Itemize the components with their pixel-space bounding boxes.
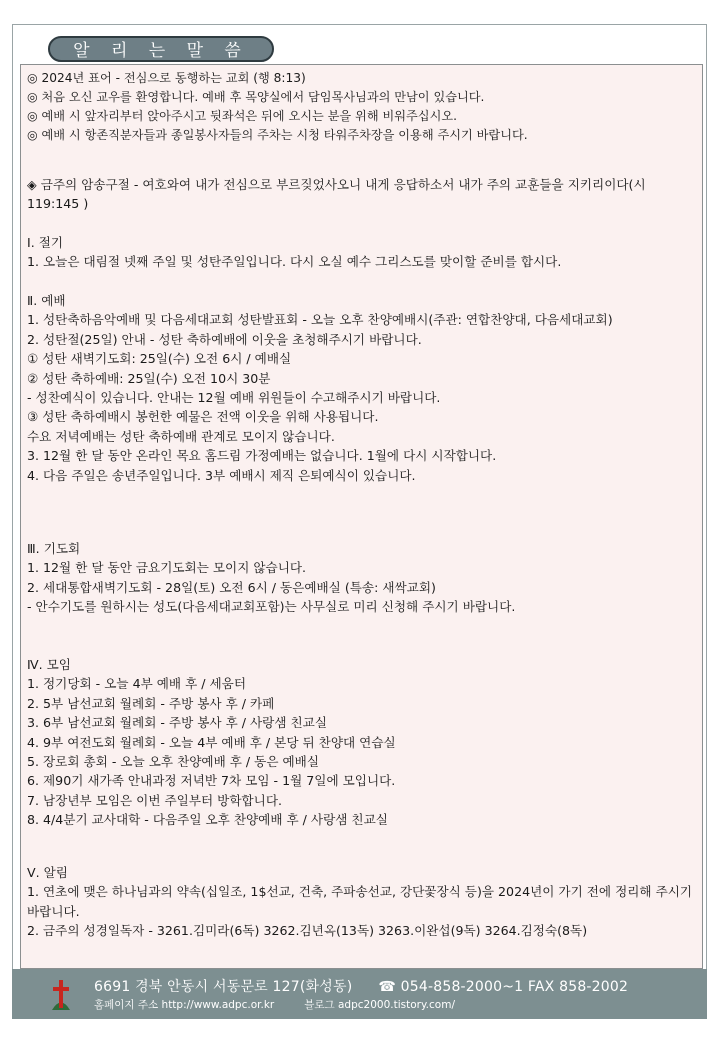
section-item: - 성찬예식이 있습니다. 안내는 12월 예배 위원들이 수고해주시기 바랍니다. [27, 390, 441, 406]
section-item: 2. 성탄절(25일) 안내 - 성탄 축하예배에 이웃을 초청해주시기 바랍니다. [27, 331, 422, 347]
announcements-box [20, 64, 703, 969]
church-logo-icon [48, 977, 74, 1011]
section-item: 1. 오늘은 대림절 넷째 주일 및 성탄주일입니다. 다시 오실 예수 그리스도를 맞이할 준비를 합시다. [27, 254, 562, 270]
section-seasons [27, 233, 696, 272]
section-item: 2. 5부 남선교회 월례회 - 주방 봉사 후 / 카페 [27, 695, 275, 711]
address: 6691 경북 안동시 서동문로 127(화성동) [94, 979, 353, 995]
section-item: 1. 정기당회 - 오늘 4부 예배 후 / 세움터 [27, 676, 246, 692]
section-meetings [27, 655, 696, 830]
section-item: ② 성탄 축하예배: 25일(수) 오전 10시 30분 [27, 370, 271, 386]
section-item: 수요 저녁예배는 성탄 축하예배 관계로 모이지 않습니다. [27, 428, 335, 444]
section-prayer [27, 539, 696, 617]
blog-link[interactable]: 블로그 adpc2000.tistory.com/ [304, 999, 455, 1011]
section-item: 8. 4/4분기 교사대학 - 다음주일 오후 찬양예배 후 / 사랑샘 친교실 [27, 812, 388, 828]
web-line [94, 997, 485, 1012]
section-item: ① 성탄 새벽기도회: 25일(수) 오전 6시 / 예배실 [27, 351, 292, 367]
section-item: 3. 12월 한 달 동안 온라인 목요 홈드림 가정예배는 없습니다. 1월에 다시 시작합니다. [27, 448, 497, 464]
section-notices [27, 863, 696, 941]
memory-verse-block [27, 175, 696, 214]
section-item: 6. 제90기 새가족 안내과정 저녁반 7차 모임 - 1월 7일에 모입니다. [27, 773, 396, 789]
phone: ☎ 054-858-2000~1 FAX 858-2002 [378, 979, 629, 995]
section-item: 4. 9부 여전도회 월례회 - 오늘 4부 예배 후 / 본당 뒤 찬양대 연습실 [27, 734, 396, 750]
section-item: 4. 다음 주일은 송년주일입니다. 3부 예배시 제직 은퇴예식이 있습니다. [27, 467, 416, 483]
homepage-link[interactable]: 홈페이지 주소 http://www.adpc.or.kr [94, 999, 275, 1011]
notice-line: ◎ 처음 오신 교우를 환영합니다. 예배 후 목양실에서 담임목사님과의 만남이 있습니다. [27, 90, 485, 104]
section-heading: Ⅱ. 예배 [27, 293, 66, 308]
notice-line: ◎ 예배 시 앞자리부터 앉아주시고 뒷좌석은 뒤에 오시는 분을 위해 비워주십시오. [27, 109, 457, 123]
section-item: 2. 세대통합새벽기도회 - 28일(토) 오전 6시 / 동은예배실 (특송: 새싹교회) [27, 579, 436, 595]
notices-block [27, 69, 696, 145]
section-item: 1. 연초에 맺은 하나님과의 약속(십일조, 1$선교, 건축, 주파송선교, 강단꽃장식 등)을 2024년이 가기 전에 정리해 주시기 바랍니다. [27, 884, 693, 919]
notice-line: ◎ 예배 시 항존직분자들과 종일봉사자들의 주차는 시청 타워주차장을 이용해 주시기 바랍니다. [27, 128, 528, 142]
section-item: ③ 성탄 축하예배시 봉헌한 예물은 전액 이웃을 위해 사용됩니다. [27, 409, 379, 425]
contact-line [94, 976, 654, 996]
page-title: 알 리 는 말 씀 [48, 36, 274, 62]
notice-line: ◎ 2024년 표어 - 전심으로 동행하는 교회 (행 8:13) [27, 71, 306, 85]
section-item: 1. 성탄축하음악예배 및 다음세대교회 성탄발표회 - 오늘 오후 찬양예배시(주관: 연합찬양대, 다음세대교회) [27, 312, 613, 328]
footer-bar [12, 969, 707, 1019]
section-heading: Ⅰ. 절기 [27, 235, 64, 250]
section-heading: Ⅲ. 기도회 [27, 541, 81, 556]
section-item: 3. 6부 남선교회 월례회 - 주방 봉사 후 / 사랑샘 친교실 [27, 715, 327, 731]
section-item: - 안수기도를 원하시는 성도(다음세대교회포함)는 사무실로 미리 신청해 주시기 바랍니다. [27, 599, 516, 615]
section-heading: Ⅴ. 알림 [27, 865, 68, 880]
section-item: 7. 남장년부 모임은 이번 주일부터 방학합니다. [27, 792, 283, 808]
section-heading: Ⅳ. 모임 [27, 657, 71, 672]
section-item: 2. 금주의 성경일독자 - 3261.김미라(6독) 3262.김년옥(13독) 3263.이완섭(9독) 3264.김정숙(8독) [27, 923, 588, 939]
section-item: 1. 12월 한 달 동안 금요기도회는 모이지 않습니다. [27, 560, 307, 576]
section-worship [27, 291, 696, 485]
section-item: 5. 장로회 총회 - 오늘 오후 찬양예배 후 / 동은 예배실 [27, 754, 319, 770]
memory-verse: ◈ 금주의 암송구절 - 여호와여 내가 전심으로 부르짖었사오니 내게 응답하소서 내가 주의 교훈들을 지키리이다(시119:145 ) [27, 177, 646, 212]
